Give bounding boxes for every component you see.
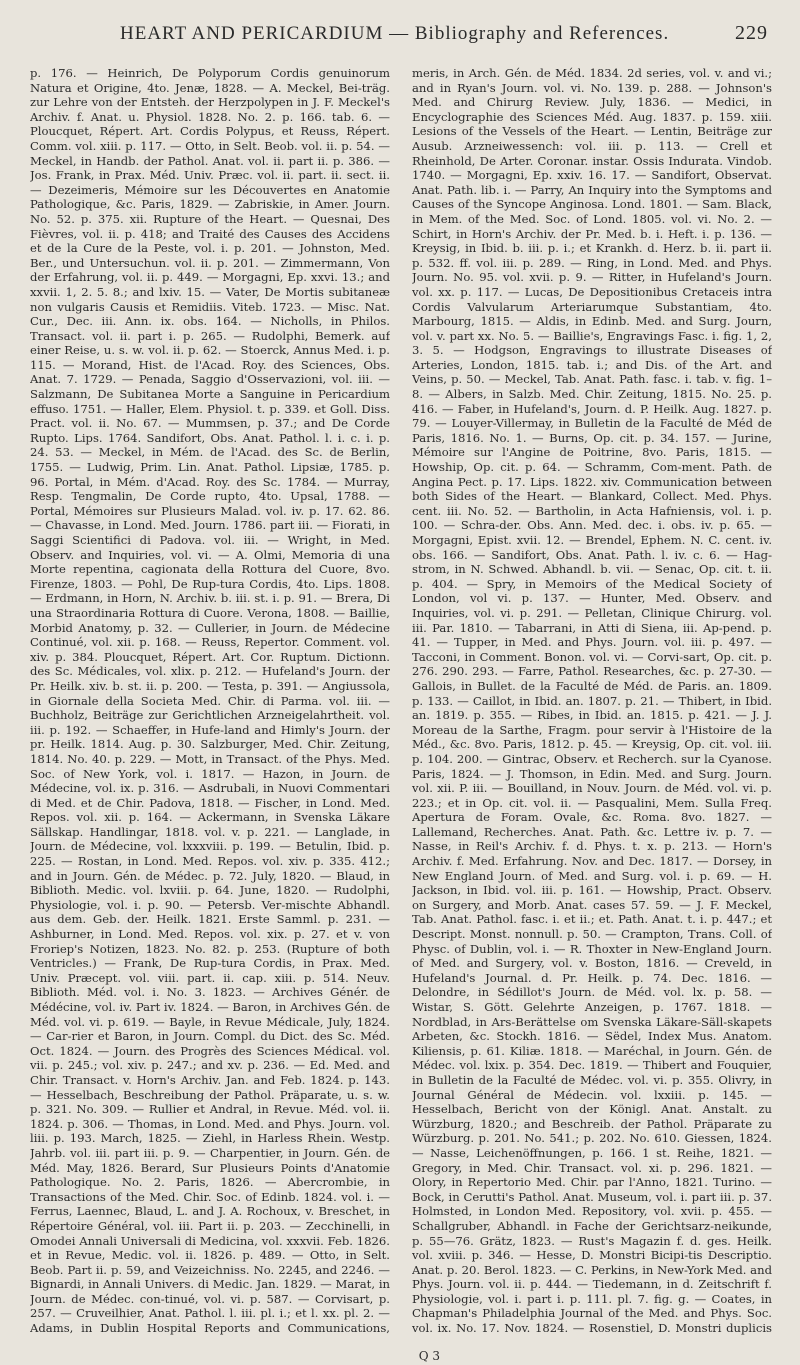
right-column <box>412 66 772 1336</box>
left-column <box>30 66 390 1336</box>
right-column-text: meris, in Arch. Gén. de Méd. 1834. 2d series, vol. v. and vi.; and in Ryan's Journ. vol. vi. No. 139. p. 288. — Johnson's Med. and Chirurg Review. July, 1836. — Medici, in Encyclographie des Sciences Méd. Aug. 1837. p. 159. xiii. Lesions of the Vessels of the Heart. — Lentin, Beiträge zur Ausub. Arzneiwessench: vol. iii. p. 113. — Crell et Rheinhold, De Arter. Coronar. instar. Ossis Indurata. Vindob. 1740. — Morgagni, Ep. xxiv. 16. 17. — Sandifort, Observat. Anat. Path. lib. i. — Parry, An Inquiry into the Symptoms and Causes of the Syncope Anginosa. Lond. 1801. — Sam. Black, in Mem. of the Med. Soc. of Lond. 1805. vol. vi. No. 2. — Schirt, in Horn's Archiv. der Pr. Med. b. i. Heft. i. p. 136. — Kreysig, in Ibid. b. iii. p. i.; et Krankh. d. Herz. b. ii. part ii. p. 532. ff. vol. iii. p. 289. — Ring, in Lond. Med. and Phys. Journ. No. 95. vol. xvii. p. 9. — Ritter, in Hufeland's Journ. vol. xx. p. 117. — Lucas, De Depositionibus Cretaceis intra Cordis Valvularum Arteriarumque Substantiam, 4to. Marbourg, 1815. — Aldis, in Edinb. Med. and Surg. Journ, vol. v. part xx. No. 5. — Baillie's, Engravings Fasc. i. fig. 1, 2, 3. 5. — Hodgson, Engravings to illustrate Diseases of Arteries, London, 1815. tab. i.; and Dis. of the Art. and Veins, p. 50. — Meckel, Tab. Anat. Path. fasc. i. tab. v. fig. 1–8. — Albers, in Salzb. Med. Chir. Zeitung, 1815. No. 25. p. 416. — Faber, in Hufeland's, Journ. d. P. Heilk. Aug. 1827. p. 79. — Louyer-Villermay, in Bulletin de la Faculté de Méd de Paris, 1816. No. 1. — Burns, Op. cit. p. 34. 157. — Jurine, Mémoire sur l'Angine de Poitrine, 8vo. Paris, 1815. — Howship, Op. cit. p. 64. — Schramm, Com-ment. Path. de Angina Pect. p. 17. Lips. 1822. xiv. Communication between both Sides of the Heart. — Blankard, Collect. Med. Phys. cent. iii. No. 52. — Bartholin, in Acta Hafniensis, vol. i. p. 100. — Schra-der. Obs. Ann. Med. dec. i. obs. iv. p. 65. — Morgagni, Epist. xvii. 12. — Brendel, Ephem. N. C. cent. iv. obs. 166. — Sandifort, Obs. Anat. Path. l. iv. c. 6. — Hag-strom, in N. Schwed. Abhandl. b. vii. — Senac, Op. cit. t. ii. p. 404. — Spry, in Memoirs of the Medical Society of London, vol vi. p. 137. — Hunter, Med. Observ. and Inquiries, vol. vi. p. 291. — Pelletan, Clinique Chirurg. vol. iii. Par. 1810. — Tabarrani, in Atti di Siena, iii. Ap-pend. p. 41. — Tupper, in Med. and Phys. Journ. vol. iii. p. 497. — Tacconi, in Comment. Bonon. vol. vi. — Corvi-sart, Op. cit. p. 276. 290. 293. — Farre, Pathol. Researches, &c. p. 27-30. — Gallois, in Bullet. de la Faculté de Méd. de Paris. an. 1809. p. 133. — Caillot, in Ibid. an. 1807. p. 21. — Thibert, in Ibid. an. 1819. p. 355. — Ribes, in Ibid. an. 1815. p. 421. — J. J. Moreau de la Sarthe, Fragm. pour servir à l'Histoire de la Méd., &c. 8vo. Paris, 1812. p. 45. — Kreysig, Op. cit. vol. iii. p. 104. 200. — Gintrac, Observ. et Recherch. sur la Cyanose. Paris, 1824. — J. Thomson, in Edin. Med. and Surg. Journ. vol. xii. P. iii. — Bouilland, in Nouv. Journ. de Méd. vol. vi. p. 223.; et in Op. cit. vol. ii. — Pasqualini, Mem. Sulla Freq. Apertura de Foram. Ovale, &c. Roma. 8vo. 1827. — Lallemand, Recherches. Anat. Path. &c. Lettre iv. p. 7. — Nasse, in Reil's Archiv. f. d. Phys. t. x. p. 213. — Horn's Archiv. f. Med. Erfahrung. Nov. and Dec. 1817. — Dorsey, in New England Journ. of Med. and Surg. vol. i. p. 69. — H. Jackson, in Ibid. vol. iii. p. 161. — Howship, Pract. Observ. on Surgery, and Morb. Anat. cases 57. 59. — J. F. Meckel, Tab. Anat. Pathol. fasc. i. et ii.; et. Path. Anat. t. i. p. 447.; et Descript. Monst. nonnull. p. 50. — Crampton, Trans. Coll. of Physc. of Dublin, vol. i. — R. Thoxter in New-England Journ. of Med. and Surgery, vol. v. Boston, 1816. — Creveld, in Hufeland's Journal. d. Pr. Heilk. p. 74. Dec. 1816. — Delondre, in Sédillot's Journ. de Méd. vol. lx. p. 58. — Wistar, S. Gött. Gelehrte Anzeigen, p. 1767. 1818. — Nordblad, in Ars-Berättelse om Svenska Läkare-Säll-skapets Arbeten, &c. Stockh. 1816. — Sëdel, Index Mus. Anatom. Kiliensis, p. 61. Kiliæ. 1818. — Maréchal, in Journ. Gén. de Médec. vol. lxix. p. 354. Dec. 1819. — Thibert and Fouquier, in Bulletin de la Faculté de Médec. vol. vi. p. 355. Olivry, in Journal Général de Médecin. vol. lxxiii. p. 145. — Hesselbach, Bericht von der Königl. Anat. Anstalt. zu Würzburg, 1820.; and Beschreib. der Pathol. Präparate zu Würzburg. p. 201. No. 541.; p. 202. No. 610. Giessen, 1824. — Nasse, Leichenöffnungen, p. 166. 1 st. Reihe, 1821. — Gregory, in Med. Chir. Transact. vol. xi. p. 296. 1821. — Olory, in Repertorio Med. Chir. par l'Anno, 1821. Turino. — Bock, in Cerutti's Pathol. Anat. Museum, vol. i. part iii. p. 37. Holmsted, in London Med. Repository, vol. xvii. p. 455. — Schallgruber, Abhandl. in Fache der Gerichtsarz-neikunde, p. 55—76. Grätz, 1823. — Rust's Magazin f. d. ges. Heilk. vol. xviii. p. 346. — Hesse, D. Monstri Bicipi-tis Descriptio. Anat. p. 20. Berol. 1823. — C. Perkins, in New-York Med. and Phys. Journ. vol. ii. p. 444. — Tiedemann, in d. Zeitschrift f. Physiologie, vol. i. part i. p. 111. pl. 7. fig. g. — Coates, in Chapman's Philadelphia Journal of the Med. and Phys. Soc. vol. ix. No. 17. Nov. 1824. — Rosenstiel, D. Monstri duplicis <box>412 66 772 1336</box>
page-number: 229 <box>735 22 768 44</box>
running-title: HEART AND PERICARDIUM — Bibliography and References. <box>120 23 670 44</box>
signature-mark: Q 3 <box>418 1349 440 1363</box>
left-column-text: p. 176. — Heinrich, De Polyporum Cordis genuinorum Natura et Origine, 4to. Jenæ, 1828. — A. Meckel, Bei-träg. zur Lehre von der Entsteh. der Herzpolypen in J. F. Meckel's Archiv. f. Anat. u. Physiol. 1828. No. 2. p. 166. tab. 6. — Ploucquet, Répert. Art. Cordis Polypus, et Reuss, Répert. Comm. vol. xiii. p. 117. — Otto, in Selt. Beob. vol. ii. p. 54. — Meckel, in Handb. der Pathol. Anat. vol. ii. part ii. p. 386. — Jos. Frank, in Prax. Méd. Univ. Præc. vol. ii. part. ii. sect. ii. — Dezeimeris, Mémoire sur les Découvertes en Anatomie Pathologique, &c. Paris, 1829. — Zabriskie, in Amer. Journ. No. 52. p. 375. xii. Rupture of the Heart. — Quesnai, Des Fièvres, vol. ii. p. 418; and Traité des Causes des Accidens et de la Cure de la Peste, vol. i. p. 201. — Johnston, Med. Ber., und Untersuchun. vol. ii. p. 201. — Zimmermann, Von der Erfahrung, vol. ii. p. 449. — Morgagni, Ep. xxvi. 13.; and xxvii. 1, 2. 5. 8.; and lxiv. 15. — Vater, De Mortis subitaneæ non vulgaris Causis et Remidiis. Viteb. 1723. — Misc. Nat. Cur., Dec. iii. Ann. ix. obs. 164. — Nicholls, in Philos. Transact. vol. ii. part i. p. 265. — Rudolphi, Bemerk. auf einer Reise, u. s. w. vol. ii. p. 62. — Stoerck, Annus Med. i. p. 115. — Morand, Hist. de l'Acad. Roy. des Sciences, Obs. Anat. 7. 1729. — Penada, Saggio d'Osservazioni, vol. iii. — Salzmann, De Subitanea Morte a Sanguine in Pericardium effuso. 1751. — Haller, Elem. Physiol. t. p. 339. et Goll. Diss. Pract. vol. ii. No. 67. — Mummsen, p. 37.; and De Corde Rupto. Lips. 1764. Sandifort, Obs. Anat. Pathol. l. i. c. i. p. 24. 53. — Meckel, in Mém. de l'Acad. des Sc. de Berlin, 1755. — Ludwig, Prim. Lin. Anat. Pathol. Lipsiæ, 1785. p. 96. Portal, in Mém. d'Acad. Roy. des Sc. 1784. — Murray, Resp. Tengmalin, De Corde rupto, 4to. Upsal, 1788. — Portal, Mémoires sur Plusieurs Malad. vol. iv. p. 17. 62. 86. — Chavasse, in Lond. Med. Journ. 1786. part iii. — Fiorati, in Saggi Scientifici di Padova. vol. iii. — Wright, in Med. Observ. and Inquiries, vol. vi. — A. Olmi, Memoria di una Morte repentina, cagionata della Rottura del Cuore, 8vo. Firenze, 1803. — Pohl, De Rup-tura Cordis, 4to. Lips. 1808. — Erdmann, in Horn, N. Archiv. b. iii. st. i. p. 91. — Brera, Di una Straordinaria Rottura di Cuore. Verona, 1808. — Baillie, Morbid Anatomy, p. 32. — Cullerier, in Journ. de Médecine Continué, vol. xii. p. 168. — Reuss, Repertor. Comment. vol. xiv. p. 384. Ploucquet, Répert. Art. Cor. Ruptum. Dictionn. des Sc. Médicales, vol. xlix. p. 212. — Hufeland's Journ. der Pr. Heilk. xiv. b. st. ii. p. 200. — Testa, p. 391. — Angiussola, in Giornale della Societa Med. Chir. di Parma. vol. iii. — Buchholz, Beiträge zur Gerichtlichen Arzneigelahrtheit. vol. iii. p. 192. — Schaeffer, in Hufe-land and Himly's Journ. der pr. Heilk. 1814. Aug. p. 30. Salzburger, Med. Chir. Zeitung, 1814. No. 40. p. 229. — Mott, in Transact. of the Phys. Med. Soc. of New York, vol. i. 1817. — Hazon, in Journ. de Médecine, vol. ix. p. 316. — Asdrubali, in Nuovi Commentari di Med. et de Chir. Padova, 1818. — Fischer, in Lond. Med. Repos. vol. xii. p. 164. — Ackermann, in Svenska Läkare Sällskap. Handlingar, 1818. vol. v. p. 221. — Langlade, in Journ. de Médecine, vol. lxxxviii. p. 199. — Betulin, Ibid. p. 225. — Rostan, in Lond. Med. Repos. vol. xiv. p. 335. 412.; and in Journ. Gén. de Médec. p. 72. July, 1820. — Blaud, in Biblioth. Medic. vol. lxviii. p. 64. June, 1820. — Rudolphi, Physiologie, vol. i. p. 90. — Petersb. Ver-mischte Abhandl. aus dem. Geb. der. Heilk. 1821. Erste Samml. p. 231. — Ashburner, in Lond. Med. Repos. vol. xix. p. 27. et v. von Froriep's Notizen, 1823. No. 82. p. 253. (Rupture of both Ventricles.) — Frank, De Rup-tura Cordis, in Prax. Med. Univ. Præcept. vol. viii. part. ii. cap. xiii. p. 514. Neuv. Biblioth. Méd. vol. i. No. 3. 1823. — Archives Génér. de Médécine, vol. iv. Part iv. 1824. — Baron, in Archives Gén. de Méd. vol. vi. p. 619. — Bayle, in Revue Médicale, July, 1824. — Car-rier et Baron, in Journ. Compl. du Dict. des Sc. Méd. Oct. 1824. — Journ. des Progrès des Sciences Médical. vol. vii. p. 245.; vol. xiv. p. 247.; and xv. p. 236. — Ed. Med. and Chir. Transact. v. Horn's Archiv. Jan. and Feb. 1824. p. 143. — Hesselbach, Beschreibung der Pathol. Präparate, u. s. w. p. 321. No. 309. — Rullier et Andral, in Revue. Méd. vol. ii. 1824. p. 306. — Thomas, in Lond. Med. and Phys. Journ. vol. liii. p. 193. March, 1825. — Ziehl, in Harless Rhein. Westp. Jahrb. vol. iii. part iii. p. 9. — Charpentier, in Journ. Gén. de Méd. May, 1826. Berard, Sur Plusieurs Points d'Anatomie Pathologique. No. 2. Paris, 1826. — Abercrombie, in Transactions of the Med. Chir. Soc. of Edinb. 1824. vol. i. — Ferrus, Laennec, Blaud, L. and J. A. Rochoux, v. Breschet, in Répertoire Général, vol. iii. Part ii. p. 203. — Zecchinelli, in Omodei Annali Universali di Medicina, vol. xxxvii. Feb. 1826. et in Revue, Medic. vol. ii. 1826. p. 489. — Otto, in Selt. Beob. Part ii. p. 59, and Veizeichniss. No. 2245, and 2246. — Bignardi, in Annali Univers. di Medic. Jan. 1829. — Marat, in Journ. de Médec. con-tinué, vol. vi. p. 587. — Corvisart, p. 257. — Cruveilhier, Anat. Pathol. l. iii. pl. i.; et l. xx. pl. 2. — Adams, in Dublin Hospital Reports and Communications, <box>30 66 390 1336</box>
page-header <box>30 22 772 66</box>
text-columns <box>30 66 772 1336</box>
